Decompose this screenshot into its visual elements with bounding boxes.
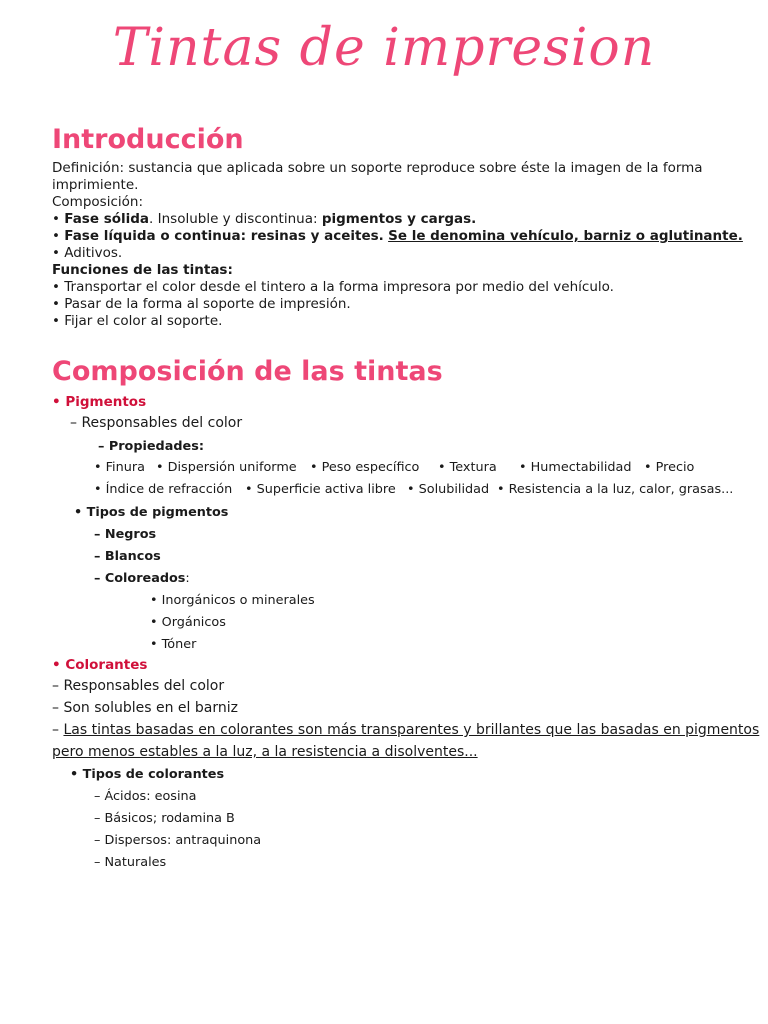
dye-types-heading: • Tipos de colorantes (70, 767, 225, 782)
solid-phase-item (52, 211, 476, 228)
pigment-type-white: – Blancos (94, 549, 161, 564)
pigment-type-black: – Negros (94, 527, 157, 542)
property-item: • Humectabilidad (519, 460, 632, 475)
dyes-soluble: – Son solubles en el barniz (52, 700, 238, 716)
property-item: • Textura (438, 460, 497, 475)
function-item-2: • Pasar de la forma al soporte de impresión. (52, 296, 351, 312)
dyes-responsible: – Responsables del color (52, 678, 225, 694)
property-item: • Finura (94, 460, 145, 475)
properties-row-2 (94, 482, 733, 497)
property-item: • Solubilidad (407, 482, 490, 497)
definition-line-2: imprimiente. (52, 177, 139, 193)
dyes-note-line-1 (52, 722, 759, 739)
dye-type-natural: – Naturales (94, 855, 167, 870)
dash: – (52, 722, 64, 738)
solid-phase-term: Fase sólida (64, 211, 150, 227)
document-title: Tintas de impresion (112, 18, 656, 78)
colored-subtype-toner: • Tóner (150, 637, 197, 652)
dyes-note-text: pero menos estables a la luz, a la resistencia a disolventes... (52, 744, 478, 760)
dye-type-acid: – Ácidos: eosina (94, 789, 197, 804)
solid-phase-components: pigmentos y cargas. (321, 211, 477, 227)
properties-heading: – Propiedades: (98, 439, 204, 454)
property-item: • Peso específico (310, 460, 420, 475)
liquid-phase-term: Fase líquida o continua: resinas y aceites. (64, 228, 384, 244)
additives-item: • Aditivos. (52, 245, 123, 261)
liquid-phase-note: Se le denomina vehículo, barniz o aglutinante. (388, 228, 743, 244)
bullet: • (52, 228, 65, 244)
colored-subtype-inorganic: • Inorgánicos o minerales (150, 593, 315, 608)
property-item: • Precio (644, 460, 695, 475)
property-item: • Resistencia a la luz, calor, grasas... (497, 482, 734, 497)
solid-phase-desc: . Insoluble y discontinua: (149, 211, 322, 227)
section-heading-composicion: Composición de las tintas (52, 356, 443, 387)
function-item-3: • Fijar el color al soporte. (52, 313, 223, 329)
colored-subtype-organic: • Orgánicos (150, 615, 226, 630)
property-item: • Superficie activa libre (245, 482, 396, 497)
functions-heading: Funciones de las tintas: (52, 262, 233, 278)
composition-label: Composición: (52, 194, 143, 210)
dye-type-disperse: – Dispersos: antraquinona (94, 833, 262, 848)
function-item-1: • Transportar el color desde el tintero a la forma impresora por medio del vehículo. (52, 279, 614, 295)
dyes-note-text: Las tintas basadas en colorantes son más transparentes y brillantes que las basadas en pigmentos (63, 722, 760, 738)
properties-row-1 (94, 460, 694, 475)
dyes-heading: • Colorantes (52, 657, 148, 673)
pigments-heading: • Pigmentos (52, 394, 147, 410)
colon: : (185, 571, 190, 586)
pigment-types-heading: • Tipos de pigmentos (74, 505, 229, 520)
dyes-note-line-2 (52, 744, 478, 761)
bullet: • (52, 211, 65, 227)
pigment-type-colored (94, 570, 190, 587)
liquid-phase-item (52, 228, 743, 245)
pigments-responsible: – Responsables del color (70, 415, 243, 431)
property-item: • Dispersión uniforme (156, 460, 297, 475)
colored-label: – Coloreados (94, 571, 186, 586)
section-heading-introduccion: Introducción (52, 124, 244, 155)
definition-line-1: Definición: sustancia que aplicada sobre un soporte reproduce sobre éste la imagen de la forma (52, 160, 703, 176)
dye-type-basic: – Básicos; rodamina B (94, 811, 235, 826)
property-item: • Índice de refracción (94, 482, 233, 497)
